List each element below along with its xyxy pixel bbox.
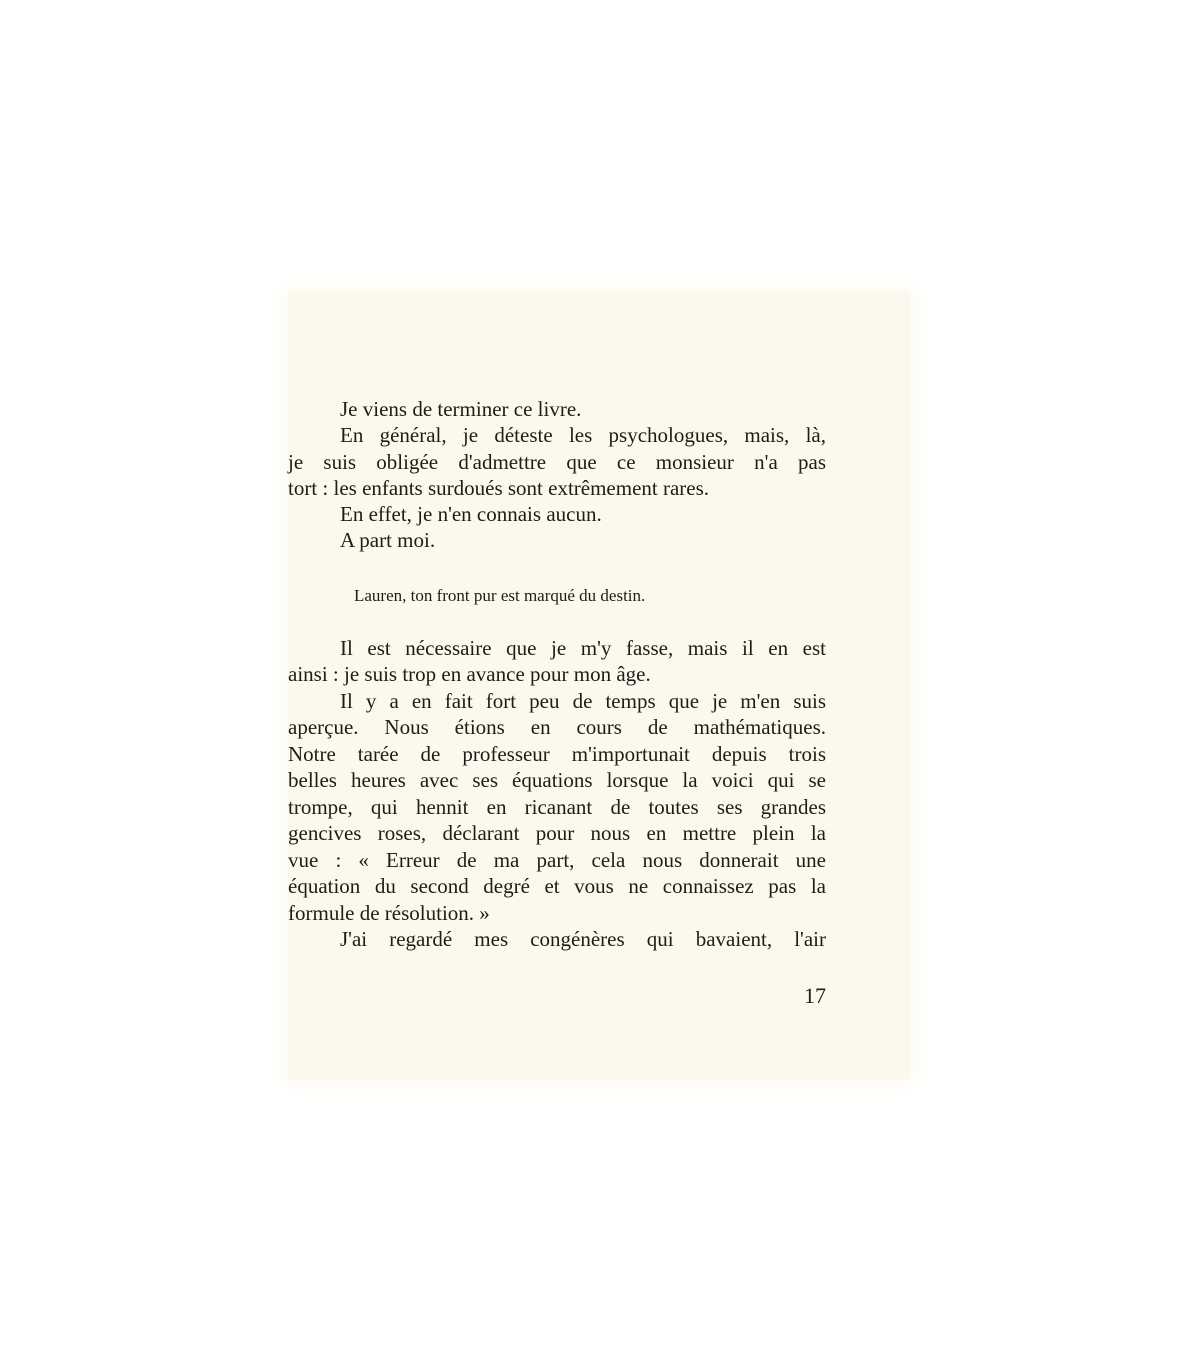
text-line: aperçue. Nous étions en cours de mathématiques. (288, 715, 826, 739)
text-line: équation du second degré et vous ne connaissez pas la (288, 874, 826, 898)
text-line: Il y a en fait fort peu de temps que je m'en suis (340, 689, 826, 713)
text-line: je suis obligée d'admettre que ce monsieur n'a pas (288, 450, 826, 474)
text-line: Il est nécessaire que je m'y fasse, mais il en est (340, 636, 826, 660)
text-line: vue : « Erreur de ma part, cela nous donnerait une (288, 848, 826, 872)
epigraph: Lauren, ton front pur est marqué du destin. (354, 586, 646, 605)
text-line: belles heures avec ses équations lorsque la voici qui se (288, 768, 826, 792)
text-line: A part moi. (340, 528, 436, 552)
text-line: Notre tarée de professeur m'importunait depuis trois (288, 742, 826, 766)
text-line: formule de résolution. » (288, 901, 490, 925)
text-line: Je viens de terminer ce livre. (340, 397, 582, 421)
page-number: 17 (804, 983, 826, 1008)
text-line: ainsi : je suis trop en avance pour mon âge. (288, 662, 651, 686)
text-line: tort : les enfants surdoués sont extrêmement rares. (288, 476, 710, 500)
text-line: En général, je déteste les psychologues, mais, là, (340, 423, 826, 447)
text-line: trompe, qui hennit en ricanant de toutes ses grandes (288, 795, 826, 819)
text-line: gencives roses, déclarant pour nous en mettre plein la (288, 821, 826, 845)
book-page (288, 292, 910, 1080)
text-line: En effet, je n'en connais aucun. (340, 502, 602, 526)
text-line: J'ai regardé mes congénères qui bavaient, l'air (340, 927, 826, 951)
